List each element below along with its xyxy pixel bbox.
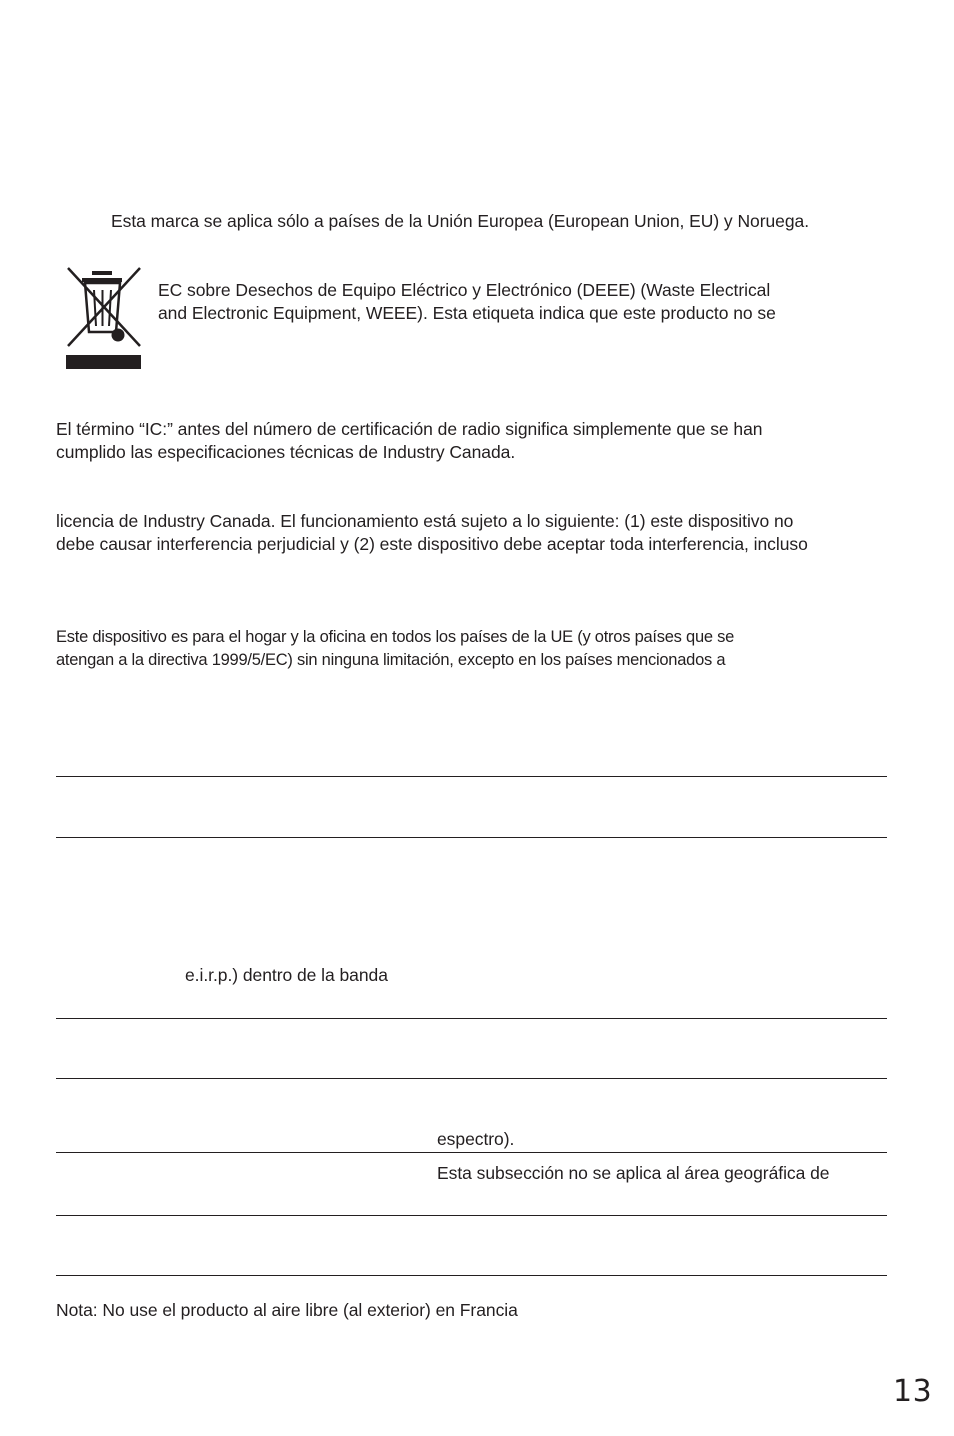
table-rule	[56, 1152, 887, 1153]
crossed-out-wheelie-bin-icon	[64, 266, 144, 370]
table-rule	[56, 1018, 887, 1019]
table-rule	[56, 1078, 887, 1079]
table-cell-eirp: e.i.r.p.) dentro de la banda	[185, 965, 388, 985]
page-number: 13	[893, 1374, 933, 1409]
footer-note: Nota: No use el producto al aire libre (al exterior) en Francia	[56, 1300, 518, 1320]
table-rule	[56, 1215, 887, 1216]
weee-text-line-2: and Electronic Equipment, WEEE). Esta etiqueta indica que este producto no se	[158, 303, 776, 323]
table-cell-subsection: Esta subsección no se aplica al área geográfica de	[437, 1163, 830, 1183]
weee-text-line-1: EC sobre Desechos de Equipo Eléctrico y Electrónico (DEEE) (Waste Electrical	[158, 280, 771, 300]
ic-text-line-2: cumplido las especificaciones técnicas de Industry Canada.	[56, 442, 516, 462]
eu-usage-line-1: Este dispositivo es para el hogar y la oficina en todos los países de la UE (y otros países que se	[56, 628, 735, 646]
eu-usage-line-2: atengan a la directiva 1999/5/EC) sin ninguna limitación, excepto en los países mencionados a	[56, 651, 726, 669]
table-rule	[56, 1275, 887, 1276]
ic-text-line-1: El término “IC:” antes del número de certificación de radio significa simplemente que se han	[56, 419, 763, 439]
table-cell-espectro: espectro).	[437, 1129, 515, 1149]
table-rule	[56, 837, 887, 838]
eu-notice-intro: Esta marca se aplica sólo a países de la Unión Europea (European Union, EU) y Noruega.	[111, 211, 810, 231]
table-rule	[56, 776, 887, 777]
license-text-line-2: debe causar interferencia perjudicial y (2) este dispositivo debe aceptar toda interferencia, incluso	[56, 534, 808, 554]
license-text-line-1: licencia de Industry Canada. El funcionamiento está sujeto a lo siguiente: (1) este dispositivo no	[56, 511, 794, 531]
